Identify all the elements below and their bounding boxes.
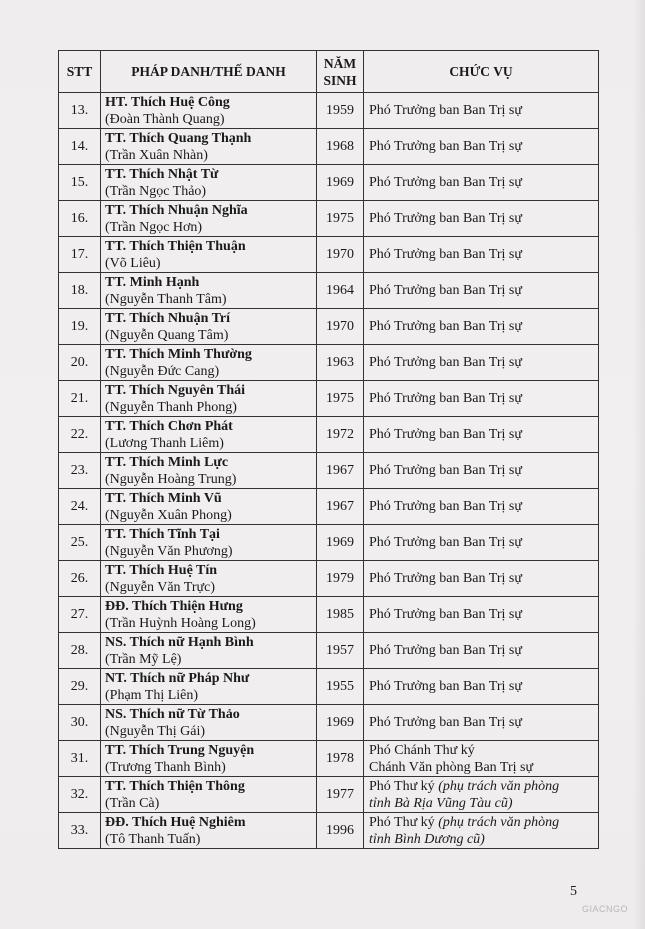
name-cell: [101, 597, 317, 633]
position-text: Phó Trưởng ban Ban Trị sự: [369, 607, 522, 622]
position-cell: [364, 597, 599, 633]
table-row: [59, 381, 599, 417]
name-cell: [101, 381, 317, 417]
position-line-1: [369, 642, 598, 659]
dharma-name: TT. Thích Quang Thạnh: [105, 130, 252, 146]
position-line-1: [369, 814, 598, 831]
position-line-1: [369, 174, 598, 191]
position-cell: [364, 201, 599, 237]
position-text: Phó Trưởng ban Ban Trị sự: [369, 535, 522, 550]
row-number: 16.: [59, 201, 101, 237]
table-row: [59, 129, 599, 165]
position-text: Phó Trưởng ban Ban Trị sự: [369, 355, 522, 370]
name-cell: [101, 633, 317, 669]
table-row: [59, 345, 599, 381]
page-shadow-edge: [633, 0, 645, 929]
name-cell: [101, 489, 317, 525]
name-cell: [101, 129, 317, 165]
position-text: Phó Trưởng ban Ban Trị sự: [369, 319, 522, 334]
header-year: [317, 51, 364, 93]
position-line-1: [369, 246, 598, 263]
table-row: [59, 273, 599, 309]
dharma-name: TT. Thích Thiện Thuận: [105, 238, 246, 254]
position-cell: [364, 633, 599, 669]
dharma-name: HT. Thích Huệ Công: [105, 94, 230, 110]
secular-name: (Nguyễn Văn Trực): [105, 579, 215, 595]
dharma-name: NS. Thích nữ Hạnh Bình: [105, 634, 254, 650]
position-note: (phụ trách văn phòng: [438, 814, 560, 830]
position-text: Phó Trưởng ban Ban Trị sự: [369, 247, 522, 262]
name-cell: [101, 237, 317, 273]
row-number: 28.: [59, 633, 101, 669]
table-row: [59, 669, 599, 705]
secular-name: (Trần Cà): [105, 795, 160, 811]
position-line-1: [369, 606, 598, 623]
position-cell: [364, 129, 599, 165]
position-text: Phó Trưởng ban Ban Trị sự: [369, 175, 522, 190]
secular-name: (Nguyễn Hoàng Trung): [105, 471, 237, 487]
dharma-name: TT. Thích Chơn Phát: [105, 418, 233, 434]
dharma-name: TT. Thích Minh Vũ: [105, 490, 222, 506]
position-cell: [364, 741, 599, 777]
position-text: Phó Trưởng ban Ban Trị sự: [369, 427, 522, 442]
position-cell: [364, 381, 599, 417]
position-line-1: [369, 714, 598, 731]
secular-name: (Trần Ngọc Hơn): [105, 219, 203, 235]
position-text-2: Chánh Văn phòng Ban Trị sự: [369, 759, 534, 775]
position-line-1: [369, 534, 598, 551]
header-year-line1: NĂM: [323, 55, 357, 71]
position-line-2: [369, 759, 598, 776]
row-number: 18.: [59, 273, 101, 309]
position-line-1: [369, 354, 598, 371]
position-line-1: [369, 570, 598, 587]
dharma-name: TT. Thích Minh Lực: [105, 454, 229, 470]
birth-year: 1955: [317, 669, 364, 705]
position-line-1: [369, 210, 598, 227]
secular-name: (Nguyễn Quang Tâm): [105, 327, 229, 343]
position-cell: [364, 489, 599, 525]
table-row: [59, 309, 599, 345]
row-number: 22.: [59, 417, 101, 453]
position-cell: [364, 165, 599, 201]
table-row: [59, 201, 599, 237]
position-text: Phó Chánh Thư ký: [369, 742, 475, 758]
name-cell: [101, 345, 317, 381]
position-cell: [364, 273, 599, 309]
position-cell: [364, 777, 599, 813]
secular-name: (Lương Thanh Liêm): [105, 435, 224, 451]
position-text: Phó Trưởng ban Ban Trị sự: [369, 571, 522, 586]
position-cell: [364, 561, 599, 597]
row-number: 14.: [59, 129, 101, 165]
position-text: Phó Trưởng ban Ban Trị sự: [369, 139, 522, 154]
dharma-name: ĐĐ. Thích Huệ Nghiêm: [105, 814, 246, 830]
position-line-1: [369, 318, 598, 335]
birth-year: 1969: [317, 705, 364, 741]
birth-year: 1957: [317, 633, 364, 669]
birth-year: 1975: [317, 201, 364, 237]
row-number: 29.: [59, 669, 101, 705]
position-cell: [364, 93, 599, 129]
birth-year: 1970: [317, 309, 364, 345]
row-number: 17.: [59, 237, 101, 273]
secular-name: (Trần Mỹ Lệ): [105, 651, 182, 667]
table-row: [59, 561, 599, 597]
position-line-1: [369, 426, 598, 443]
row-number: 31.: [59, 741, 101, 777]
position-cell: [364, 237, 599, 273]
name-cell: [101, 561, 317, 597]
secular-name: (Nguyễn Thanh Tâm): [105, 291, 227, 307]
dharma-name: TT. Thích Nhuận Trí: [105, 310, 231, 326]
name-cell: [101, 309, 317, 345]
secular-name: (Trần Xuân Nhàn): [105, 147, 208, 163]
birth-year: 1978: [317, 741, 364, 777]
birth-year: 1977: [317, 777, 364, 813]
name-cell: [101, 813, 317, 849]
position-cell: [364, 705, 599, 741]
name-cell: [101, 741, 317, 777]
row-number: 26.: [59, 561, 101, 597]
position-line-1: [369, 498, 598, 515]
secular-name: (Nguyễn Đức Cang): [105, 363, 220, 379]
birth-year: 1967: [317, 453, 364, 489]
birth-year: 1959: [317, 93, 364, 129]
secular-name: (Tô Thanh Tuấn): [105, 831, 201, 847]
position-text: Phó Trưởng ban Ban Trị sự: [369, 715, 522, 730]
position-line-1: [369, 282, 598, 299]
position-line-2: [369, 831, 598, 848]
position-line-1: [369, 138, 598, 155]
dharma-name: NS. Thích nữ Từ Thảo: [105, 706, 240, 722]
secular-name: (Nguyễn Thanh Phong): [105, 399, 237, 415]
header-stt: STT: [59, 51, 101, 93]
name-cell: [101, 777, 317, 813]
name-cell: [101, 273, 317, 309]
table-row: [59, 237, 599, 273]
dharma-name: TT. Thích Tĩnh Tại: [105, 526, 220, 542]
table-row: [59, 813, 599, 849]
row-number: 13.: [59, 93, 101, 129]
secular-name: (Phạm Thị Liên): [105, 687, 199, 703]
dharma-name: TT. Thích Thiện Thông: [105, 778, 245, 794]
position-cell: [364, 309, 599, 345]
position-text: Phó Trưởng ban Ban Trị sự: [369, 499, 522, 514]
row-number: 25.: [59, 525, 101, 561]
position-line-1: [369, 390, 598, 407]
birth-year: 1985: [317, 597, 364, 633]
name-cell: [101, 165, 317, 201]
table-row: [59, 417, 599, 453]
name-cell: [101, 93, 317, 129]
name-cell: [101, 669, 317, 705]
table-row: [59, 489, 599, 525]
header-name: PHÁP DANH/THẾ DANH: [101, 51, 317, 93]
row-number: 33.: [59, 813, 101, 849]
position-text: Phó Thư ký: [369, 778, 439, 794]
table-row: [59, 777, 599, 813]
position-line-1: [369, 102, 598, 119]
position-text: Phó Trưởng ban Ban Trị sự: [369, 211, 522, 226]
dharma-name: TT. Thích Nhuận Nghĩa: [105, 202, 248, 218]
position-cell: [364, 345, 599, 381]
birth-year: 1970: [317, 237, 364, 273]
birth-year: 1969: [317, 165, 364, 201]
name-cell: [101, 705, 317, 741]
birth-year: 1967: [317, 489, 364, 525]
position-text: Phó Trưởng ban Ban Trị sự: [369, 463, 522, 478]
position-cell: [364, 453, 599, 489]
table-row: [59, 525, 599, 561]
secular-name: (Võ Liêu): [105, 255, 161, 271]
secular-name: (Trần Huỳnh Hoàng Long): [105, 615, 256, 631]
dharma-name: TT. Thích Nhật Từ: [105, 166, 219, 182]
secular-name: (Nguyễn Văn Phương): [105, 543, 233, 559]
birth-year: 1996: [317, 813, 364, 849]
dharma-name: TT. Thích Nguyên Thái: [105, 382, 246, 398]
position-cell: [364, 669, 599, 705]
secular-name: (Trương Thanh Bình): [105, 759, 226, 775]
name-cell: [101, 201, 317, 237]
position-note: (phụ trách văn phòng: [438, 778, 560, 794]
position-line-2: [369, 795, 598, 812]
secular-name: (Nguyễn Xuân Phong): [105, 507, 232, 523]
table-row: [59, 597, 599, 633]
row-number: 21.: [59, 381, 101, 417]
position-cell: [364, 417, 599, 453]
table-row: [59, 741, 599, 777]
row-number: 30.: [59, 705, 101, 741]
row-number: 20.: [59, 345, 101, 381]
dharma-name: TT. Minh Hạnh: [105, 274, 200, 290]
table-row: [59, 93, 599, 129]
birth-year: 1979: [317, 561, 364, 597]
position-line-1: [369, 778, 598, 795]
row-number: 24.: [59, 489, 101, 525]
name-cell: [101, 453, 317, 489]
row-number: 15.: [59, 165, 101, 201]
position-text: Phó Trưởng ban Ban Trị sự: [369, 391, 522, 406]
name-cell: [101, 525, 317, 561]
page-number: 5: [570, 884, 577, 899]
position-line-1: [369, 742, 598, 759]
watermark: GIACNGO: [582, 904, 629, 914]
position-text: Phó Trưởng ban Ban Trị sự: [369, 103, 522, 118]
position-note-2: tỉnh Bà Rịa Vũng Tàu cũ): [369, 795, 513, 811]
dharma-name: TT. Thích Minh Thường: [105, 346, 252, 362]
position-cell: [364, 813, 599, 849]
row-number: 27.: [59, 597, 101, 633]
birth-year: 1972: [317, 417, 364, 453]
table-header-row: [59, 51, 599, 93]
row-number: 32.: [59, 777, 101, 813]
header-year-line2: SINH: [323, 72, 357, 88]
name-cell: [101, 417, 317, 453]
position-line-1: [369, 678, 598, 695]
position-note-2: tỉnh Bình Dương cũ): [369, 831, 485, 847]
position-text: Phó Thư ký: [369, 814, 439, 830]
dharma-name: TT. Thích Huệ Tín: [105, 562, 218, 578]
birth-year: 1968: [317, 129, 364, 165]
birth-year: 1963: [317, 345, 364, 381]
dharma-name: NT. Thích nữ Pháp Như: [105, 670, 250, 686]
position-cell: [364, 525, 599, 561]
birth-year: 1975: [317, 381, 364, 417]
table-row: [59, 453, 599, 489]
birth-year: 1964: [317, 273, 364, 309]
position-text: Phó Trưởng ban Ban Trị sự: [369, 283, 522, 298]
position-text: Phó Trưởng ban Ban Trị sự: [369, 643, 522, 658]
member-table: [58, 50, 599, 849]
table-row: [59, 633, 599, 669]
dharma-name: ĐĐ. Thích Thiện Hưng: [105, 598, 243, 614]
dharma-name: TT. Thích Trung Nguyện: [105, 742, 255, 758]
row-number: 19.: [59, 309, 101, 345]
header-position: CHỨC VỤ: [364, 51, 599, 93]
position-line-1: [369, 462, 598, 479]
table-row: [59, 705, 599, 741]
birth-year: 1969: [317, 525, 364, 561]
table-row: [59, 165, 599, 201]
secular-name: (Đoàn Thành Quang): [105, 111, 225, 127]
row-number: 23.: [59, 453, 101, 489]
position-text: Phó Trưởng ban Ban Trị sự: [369, 679, 522, 694]
secular-name: (Nguyễn Thị Gái): [105, 723, 206, 739]
secular-name: (Trần Ngọc Thảo): [105, 183, 207, 199]
